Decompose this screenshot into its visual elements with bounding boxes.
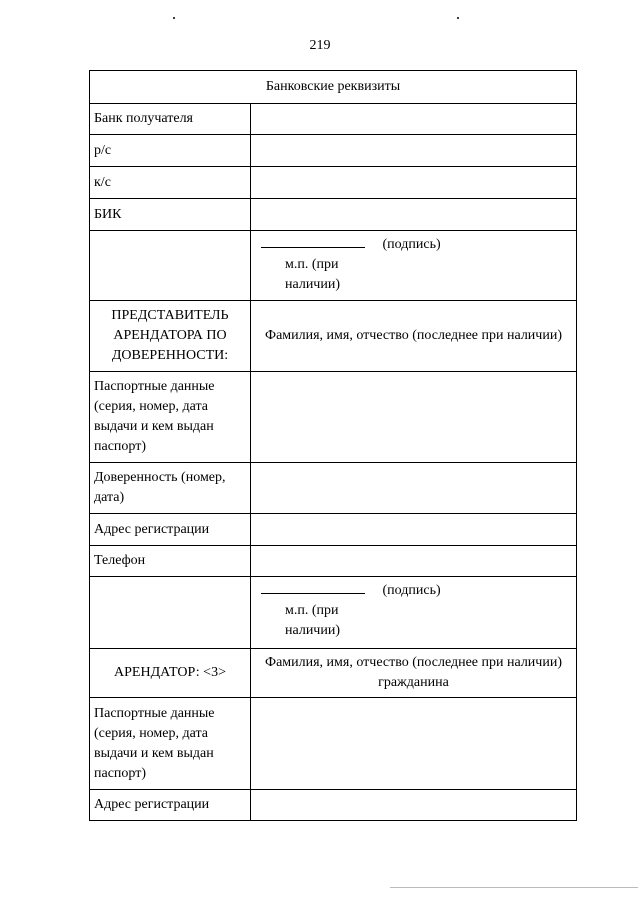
scan-speck: [457, 17, 459, 19]
stamp-note-line2: наличии): [285, 277, 340, 292]
power-of-attorney-label: Доверенность (номер, дата): [90, 463, 251, 514]
representative-address-field[interactable]: [251, 514, 577, 546]
representative-passport-field[interactable]: [251, 372, 577, 463]
signature-row: [90, 577, 577, 649]
table-row: [90, 698, 577, 790]
bik-label: БИК: [90, 199, 251, 231]
empty-cell: [90, 231, 251, 301]
representative-title: ПРЕДСТАВИТЕЛЬ АРЕНДАТОРА ПО ДОВЕРЕННОСТИ:: [90, 301, 251, 372]
table-row: [90, 135, 577, 167]
signature-caption: (подпись): [382, 583, 441, 598]
table-row: [90, 546, 577, 577]
table-row: [90, 167, 577, 199]
signature-line-row: [255, 235, 572, 255]
representative-passport-label: Паспортные данные (серия, номер, дата выдачи и кем выдан паспорт): [90, 372, 251, 463]
representative-address-label: Адрес регистрации: [90, 514, 251, 546]
tenant-address-label: Адрес регистрации: [90, 790, 251, 821]
phone-field[interactable]: [251, 546, 577, 577]
representative-header-row: [90, 301, 577, 372]
tenant-address-field[interactable]: [251, 790, 577, 821]
signature-line[interactable]: [261, 581, 365, 594]
correspondent-account-field[interactable]: [251, 167, 577, 199]
power-of-attorney-field[interactable]: [251, 463, 577, 514]
table-row: [90, 104, 577, 135]
settlement-account-field[interactable]: [251, 135, 577, 167]
page-number: 219: [309, 38, 331, 53]
empty-cell: [90, 577, 251, 649]
bik-field[interactable]: [251, 199, 577, 231]
scan-speck: [173, 17, 175, 19]
signature-line[interactable]: [261, 235, 365, 248]
table-row: [90, 514, 577, 546]
table-row: [90, 199, 577, 231]
tenant-header-row: [90, 649, 577, 698]
scan-edge-line: [390, 887, 638, 888]
bank-section-title: Банковские реквизиты: [90, 71, 577, 104]
signature-cell: [251, 577, 577, 649]
table-row: [90, 372, 577, 463]
tenant-passport-field[interactable]: [251, 698, 577, 790]
phone-label: Телефон: [90, 546, 251, 577]
table-row: [90, 790, 577, 821]
representative-name-caption: Фамилия, имя, отчество (последнее при наличии): [251, 301, 577, 372]
table-row: [90, 463, 577, 514]
bank-name-label: Банк получателя: [90, 104, 251, 135]
stamp-note-line1: м.п. (при: [285, 603, 339, 618]
signature-row: [90, 231, 577, 301]
tenant-name-caption: Фамилия, имя, отчество (последнее при наличии) гражданина: [251, 649, 577, 698]
stamp-note-line2: наличии): [285, 623, 340, 638]
bank-section-header-row: [90, 71, 577, 104]
stamp-note-line1: м.п. (при: [285, 257, 339, 272]
requisites-table: [89, 70, 577, 821]
signature-caption: (подпись): [382, 237, 441, 252]
settlement-account-label: р/с: [90, 135, 251, 167]
tenant-title: АРЕНДАТОР: <3>: [90, 649, 251, 698]
tenant-passport-label: Паспортные данные (серия, номер, дата выдачи и кем выдан паспорт): [90, 698, 251, 790]
correspondent-account-label: к/с: [90, 167, 251, 199]
signature-line-row: [255, 581, 572, 601]
signature-cell: [251, 231, 577, 301]
bank-name-field[interactable]: [251, 104, 577, 135]
